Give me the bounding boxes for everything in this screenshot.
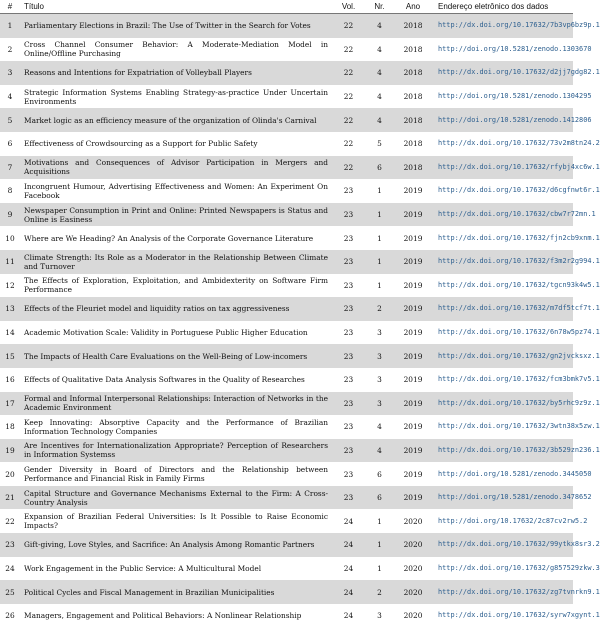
row-volume: 23 (332, 462, 365, 486)
row-data-link[interactable]: http://dx.doi.org/10.17632/cbw7r72mn.1 (432, 203, 573, 227)
row-number: 3 (0, 61, 20, 85)
row-volume: 23 (332, 486, 365, 510)
table-row (0, 462, 573, 486)
header-number: # (0, 0, 20, 14)
row-data-link[interactable]: http://doi.org/10.5281/zenodo.3478652 (432, 486, 573, 510)
table-row (0, 132, 573, 156)
row-title: Strategic Information Systems Enabling Strategy-as-practice Under Uncertain Environments (20, 85, 332, 109)
table-row (0, 439, 573, 463)
row-year: 2019 (394, 368, 432, 392)
row-data-link[interactable]: http://dx.doi.org/10.17632/fjn2cb9xnm.1 (432, 226, 573, 250)
row-number: 6 (0, 132, 20, 156)
row-title: Incongruent Humour, Advertising Effectiveness and Women: An Experiment On Facebook (20, 179, 332, 203)
row-volume: 24 (332, 604, 365, 628)
row-data-link[interactable]: http://dx.doi.org/10.17632/6n78w5pz74.1 (432, 321, 573, 345)
row-volume: 22 (332, 85, 365, 109)
table-row (0, 250, 573, 274)
row-issue: 1 (365, 509, 394, 533)
row-data-link[interactable]: http://dx.doi.org/10.17632/tgcn93k4w5.1 (432, 274, 573, 298)
table-row (0, 61, 573, 85)
row-year: 2018 (394, 132, 432, 156)
row-volume: 23 (332, 226, 365, 250)
row-number: 10 (0, 226, 20, 250)
row-data-link[interactable]: http://dx.doi.org/10.17632/7b3vp6bz9p.1 (432, 14, 573, 38)
row-data-link[interactable]: http://dx.doi.org/10.17632/73v2m8tn24.2 (432, 132, 573, 156)
row-issue: 3 (365, 604, 394, 628)
row-number: 23 (0, 533, 20, 557)
row-data-link[interactable]: http://dx.doi.org/10.17632/fcm3bmk7v5.1 (432, 368, 573, 392)
row-volume: 24 (332, 533, 365, 557)
table-row (0, 38, 573, 62)
row-volume: 22 (332, 156, 365, 180)
row-number: 25 (0, 580, 20, 604)
row-volume: 23 (332, 415, 365, 439)
table-row (0, 604, 573, 628)
row-volume: 22 (332, 61, 365, 85)
table-row (0, 226, 573, 250)
row-title: Keep Innovating: Absorptive Capacity and the Performance of Brazilian Information Technology Companies (20, 415, 332, 439)
row-issue: 4 (365, 439, 394, 463)
row-title: Capital Structure and Governance Mechanisms External to the Firm: A Cross-Country Analysis (20, 486, 332, 510)
table-row (0, 274, 573, 298)
row-issue: 3 (365, 392, 394, 416)
row-year: 2019 (394, 462, 432, 486)
row-issue: 6 (365, 462, 394, 486)
header-issue: Nr. (365, 0, 394, 14)
row-year: 2020 (394, 604, 432, 628)
row-year: 2019 (394, 486, 432, 510)
row-number: 9 (0, 203, 20, 227)
row-volume: 23 (332, 439, 365, 463)
row-title: The Impacts of Health Care Evaluations on the Well-Being of Low-incomers (20, 344, 332, 368)
row-issue: 4 (365, 38, 394, 62)
row-volume: 23 (332, 250, 365, 274)
row-title: Gender Diversity in Board of Directors and the Relationship between Performance and Financial Risk in Family Firms (20, 462, 332, 486)
row-issue: 2 (365, 297, 394, 321)
row-issue: 4 (365, 14, 394, 38)
row-title: Market logic as an efficiency measure of the organization of Olinda's Carnival (20, 108, 332, 132)
header-data-address: Endereço eletrônico dos dados (432, 0, 573, 14)
row-number: 7 (0, 156, 20, 180)
row-volume: 24 (332, 557, 365, 581)
row-number: 17 (0, 392, 20, 416)
row-year: 2020 (394, 509, 432, 533)
row-volume: 22 (332, 38, 365, 62)
row-title: Motivations and Consequences of Advisor Participation in Mergers and Acquisitions (20, 156, 332, 180)
header-title: Título (20, 0, 332, 14)
row-volume: 22 (332, 14, 365, 38)
row-title: Effectiveness of Crowdsourcing as a Support for Public Safety (20, 132, 332, 156)
row-data-link[interactable]: http://doi.org/10.5281/zenodo.1303670 (432, 38, 573, 62)
row-year: 2018 (394, 85, 432, 109)
row-title: Work Engagement in the Public Service: A Multicultural Model (20, 557, 332, 581)
row-number: 19 (0, 439, 20, 463)
row-number: 20 (0, 462, 20, 486)
row-data-link[interactable]: http://dx.doi.org/10.17632/m7df5tcf7t.1 (432, 297, 573, 321)
row-title: Newspaper Consumption in Print and Online: Printed Newspapers is Status and Online is Easiness (20, 203, 332, 227)
row-year: 2019 (394, 203, 432, 227)
row-year: 2019 (394, 344, 432, 368)
row-issue: 3 (365, 368, 394, 392)
row-number: 5 (0, 108, 20, 132)
row-volume: 23 (332, 179, 365, 203)
row-data-link[interactable]: http://dx.doi.org/10.17632/zg7tvnrkn9.1 (432, 580, 573, 604)
row-volume: 23 (332, 203, 365, 227)
row-number: 12 (0, 274, 20, 298)
row-number: 24 (0, 557, 20, 581)
row-title: Formal and Informal Interpersonal Relationships: Interaction of Networks in the Academic Environment (20, 392, 332, 416)
row-issue: 1 (365, 203, 394, 227)
row-number: 1 (0, 14, 20, 38)
row-data-link[interactable]: http://dx.doi.org/10.17632/by5rhc9z9z.1 (432, 392, 573, 416)
header-year: Ano (394, 0, 432, 14)
row-volume: 23 (332, 392, 365, 416)
row-data-link[interactable]: http://doi.org/10.17632/2c87cv2rw5.2 (432, 509, 573, 533)
row-data-link[interactable]: http://dx.doi.org/10.17632/g857529zkw.3 (432, 557, 573, 581)
table-body (0, 14, 600, 628)
row-volume: 22 (332, 108, 365, 132)
row-volume: 23 (332, 321, 365, 345)
row-title: Are Incentives for Internationalization Appropriate? Perception of Researchers in Information Systemss (20, 439, 332, 463)
row-year: 2019 (394, 392, 432, 416)
table-row (0, 14, 573, 38)
row-volume: 23 (332, 344, 365, 368)
row-title: Expansion of Brazilian Federal Universities: Is It Possible to Raise Economic Impacts? (20, 509, 332, 533)
row-year: 2020 (394, 533, 432, 557)
row-year: 2019 (394, 250, 432, 274)
table-row (0, 297, 573, 321)
row-number: 16 (0, 368, 20, 392)
table-row (0, 368, 573, 392)
row-title: The Effects of Exploration, Exploitation, and Ambidexterity on Software Firm Performance (20, 274, 332, 298)
table-row (0, 344, 573, 368)
row-data-link[interactable]: http://dx.doi.org/10.17632/d2jj7gdg82.1 (432, 61, 573, 85)
row-number: 8 (0, 179, 20, 203)
row-data-link[interactable]: http://dx.doi.org/10.17632/d6cgfnwt6r.1 (432, 179, 573, 203)
table-row (0, 486, 573, 510)
table-row (0, 179, 573, 203)
row-title: Managers, Engagement and Political Behaviors: A Nonlinear Relationship (20, 604, 332, 628)
row-number: 14 (0, 321, 20, 345)
row-title: Gift-giving, Love Styles, and Sacrifice: An Analysis Among Romantic Partners (20, 533, 332, 557)
row-title: Effects of Qualitative Data Analysis Softwares in the Quality of Researches (20, 368, 332, 392)
row-year: 2018 (394, 14, 432, 38)
row-data-link[interactable]: http://doi.org/10.5281/zenodo.1304295 (432, 85, 573, 109)
row-number: 21 (0, 486, 20, 510)
row-data-link[interactable]: http://doi.org/10.5281/zenodo.3445050 (432, 462, 573, 486)
row-title: Parliamentary Elections in Brazil: The Use of Twitter in the Search for Votes (20, 14, 332, 38)
row-year: 2019 (394, 439, 432, 463)
row-title: Cross Channel Consumer Behavior: A Moderate-Mediation Model in Online/Offline Purchasing (20, 38, 332, 62)
row-issue: 1 (365, 274, 394, 298)
table-row (0, 321, 573, 345)
row-issue: 5 (365, 132, 394, 156)
table-header-row (0, 0, 573, 14)
row-volume: 23 (332, 274, 365, 298)
row-number: 22 (0, 509, 20, 533)
row-issue: 1 (365, 179, 394, 203)
row-title: Effects of the Fleuriet model and liquidity ratios on tax aggressiveness (20, 297, 332, 321)
table-row (0, 533, 573, 557)
row-issue: 1 (365, 226, 394, 250)
table-row (0, 557, 573, 581)
row-issue: 4 (365, 85, 394, 109)
row-year: 2019 (394, 297, 432, 321)
table-row (0, 156, 573, 180)
row-title: Political Cycles and Fiscal Management in Brazilian Municipalities (20, 580, 332, 604)
table-row (0, 509, 573, 533)
row-title: Reasons and Intentions for Expatriation of Volleyball Players (20, 61, 332, 85)
row-issue: 4 (365, 108, 394, 132)
row-year: 2020 (394, 580, 432, 604)
row-issue: 2 (365, 580, 394, 604)
row-data-link[interactable]: http://dx.doi.org/10.17632/syrw7xgynt.1 (432, 604, 573, 628)
row-issue: 6 (365, 486, 394, 510)
row-title: Where are We Heading? An Analysis of the Corporate Governance Literature (20, 226, 332, 250)
row-title: Climate Strength: Its Role as a Moderator in the Relationship Between Climate and Turnover (20, 250, 332, 274)
row-volume: 24 (332, 509, 365, 533)
row-number: 26 (0, 604, 20, 628)
row-number: 4 (0, 85, 20, 109)
row-volume: 22 (332, 132, 365, 156)
row-number: 15 (0, 344, 20, 368)
row-year: 2019 (394, 321, 432, 345)
row-data-link[interactable]: http://dx.doi.org/10.17632/f3m2r2g994.1 (432, 250, 573, 274)
row-issue: 1 (365, 533, 394, 557)
row-title: Academic Motivation Scale: Validity in Portuguese Public Higher Education (20, 321, 332, 345)
table-row (0, 85, 573, 109)
row-number: 11 (0, 250, 20, 274)
table-row (0, 108, 573, 132)
row-volume: 24 (332, 580, 365, 604)
row-issue: 1 (365, 557, 394, 581)
row-data-link[interactable]: http://dx.doi.org/10.17632/99ytkx8sr3.2 (432, 533, 573, 557)
row-data-link[interactable]: http://dx.doi.org/10.17632/gn2jvcksxz.1 (432, 344, 573, 368)
row-issue: 3 (365, 321, 394, 345)
row-year: 2019 (394, 226, 432, 250)
row-year: 2019 (394, 274, 432, 298)
row-data-link[interactable]: http://dx.doi.org/10.17632/3b529zn236.1 (432, 439, 573, 463)
row-number: 2 (0, 38, 20, 62)
row-data-link[interactable]: http://dx.doi.org/10.17632/rfybj4xc6w.1 (432, 156, 573, 180)
row-volume: 23 (332, 297, 365, 321)
row-issue: 4 (365, 61, 394, 85)
row-issue: 6 (365, 156, 394, 180)
row-issue: 4 (365, 415, 394, 439)
table-row (0, 392, 573, 416)
row-issue: 1 (365, 250, 394, 274)
table-row (0, 415, 573, 439)
row-number: 18 (0, 415, 20, 439)
row-number: 13 (0, 297, 20, 321)
row-year: 2018 (394, 61, 432, 85)
row-year: 2018 (394, 156, 432, 180)
row-data-link[interactable]: http://dx.doi.org/10.17632/3wtn38x5zw.1 (432, 415, 573, 439)
row-data-link[interactable]: http://doi.org/10.5281/zenodo.1412806 (432, 108, 573, 132)
row-year: 2020 (394, 557, 432, 581)
row-issue: 3 (365, 344, 394, 368)
row-year: 2019 (394, 179, 432, 203)
row-year: 2018 (394, 38, 432, 62)
row-volume: 23 (332, 368, 365, 392)
row-year: 2018 (394, 108, 432, 132)
header-volume: Vol. (332, 0, 365, 14)
row-year: 2019 (394, 415, 432, 439)
table-row (0, 580, 573, 604)
table-row (0, 203, 573, 227)
